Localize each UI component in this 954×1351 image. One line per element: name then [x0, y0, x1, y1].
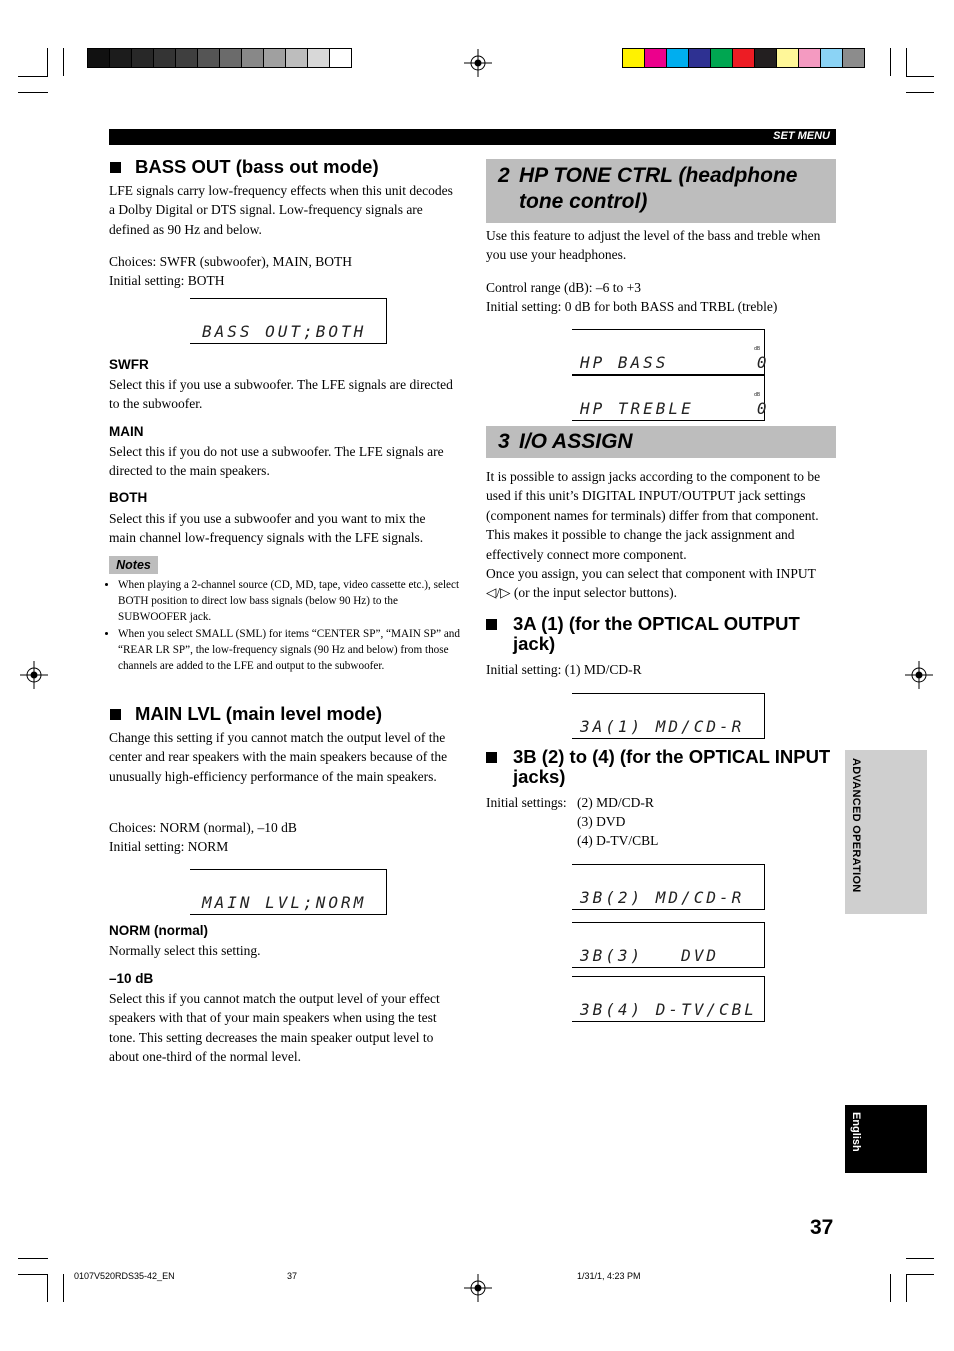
db-text: Select this if you cannot match the output level of your effect speakers with that of your main speakers when using the test tone. This setting decreases the main speaker output level to about one-third of the normal level.: [109, 991, 440, 1065]
lcd-text: 3A(1) MD/CD-R: [580, 717, 745, 736]
crop-mark: [906, 1274, 934, 1275]
db-unit: dB: [754, 346, 761, 352]
color-swatch: [666, 48, 689, 68]
main-lvl-choices: Choices: NORM (normal), –10 dB: [109, 820, 297, 835]
registration-mark-icon: [905, 661, 933, 689]
lcd-text: HP BASS 0: [580, 353, 770, 372]
hp-tone-range: Control range (dB): –6 to +3: [486, 280, 641, 295]
color-swatch: [842, 48, 865, 68]
crop-mark: [906, 76, 934, 77]
sub3b-heading: 3B (2) to (4) (for the OPTICAL INPUT jacks): [486, 747, 831, 787]
lcd-display: [190, 869, 387, 915]
crop-mark: [18, 76, 48, 77]
footer-page: 37: [287, 1271, 298, 1281]
lcd-display: [572, 693, 765, 739]
bass-out-choices: Choices: SWFR (subwoofer), MAIN, BOTH: [109, 254, 352, 269]
lcd-display: [572, 922, 765, 968]
registration-mark-icon: [20, 661, 48, 689]
db-unit: dB: [754, 392, 761, 398]
right-arrow-icon: ▷: [500, 585, 511, 601]
gray-swatch: [153, 48, 176, 68]
crop-mark: [47, 1274, 48, 1302]
square-bullet-icon: [486, 752, 497, 763]
note-item: • When you select SMALL (SML) for items “CENTER SP”, “MAIN SP” and “REAR LR SP”, the low-frequency signals (90 Hz and below) from those channels are added to the LFE and output to the subwoofer.: [118, 626, 466, 675]
section-band-io-assign: [486, 426, 836, 458]
sidebar-tab-english: [845, 1105, 927, 1173]
norm-title: NORM (normal): [109, 923, 208, 938]
lcd-display: [572, 329, 770, 375]
notes-label: Notes: [109, 556, 158, 574]
crop-mark: [906, 1274, 907, 1302]
lcd-display: [572, 864, 765, 910]
crop-mark: [63, 1274, 64, 1302]
color-swatch: [644, 48, 667, 68]
lcd-text: BASS OUT;BOTH: [202, 322, 367, 341]
bass-out-intro: LFE signals carry low-frequency effects when this unit decodes a Dolby Digital or DTS signal. Low-frequency signals are defined as 90 Hz and below.: [109, 183, 453, 237]
lcd-text: MAIN LVL;NORM: [202, 893, 367, 912]
color-swatch: [710, 48, 733, 68]
sub3b-initial-label: Initial settings:: [486, 795, 567, 810]
registration-mark-icon: [464, 49, 492, 77]
sub3b-initial-value: (3) DVD: [577, 814, 626, 829]
color-swatch: [798, 48, 821, 68]
lcd-display: [572, 976, 765, 1022]
sub3b-initial-value: (2) MD/CD-R: [577, 795, 654, 810]
gray-swatch: [263, 48, 286, 68]
main-lvl-intro: Change this setting if you cannot match the output level of the center and rear speakers with the main speakers because of the unusually high-efficiency performance of the main speakers.: [109, 730, 448, 784]
lcd-display: [572, 375, 770, 421]
crop-mark: [18, 1274, 48, 1275]
lcd-text: HP TREBLE 0: [580, 399, 770, 418]
hp-tone-initial: Initial setting: 0 dB for both BASS and TRBL (treble): [486, 299, 778, 314]
crop-mark: [906, 1258, 934, 1259]
lcd-text: 3B(4) D-TV/CBL: [580, 1000, 757, 1019]
notes-list: [109, 577, 466, 674]
gray-swatch: [87, 48, 110, 68]
crop-mark: [906, 48, 907, 76]
gray-swatch: [175, 48, 198, 68]
section-number: 2: [498, 164, 510, 187]
sub3a-initial: Initial setting: (1) MD/CD-R: [486, 662, 642, 677]
section-label: SET MENU: [773, 130, 830, 142]
io-assign-intro2: Once you assign, you can select that component with INPUT ◁/▷ (or the input selector buttons).: [486, 566, 816, 601]
lcd-display: [190, 298, 387, 344]
crop-mark: [63, 48, 64, 76]
sidebar-tab-label: English: [850, 1112, 862, 1152]
swfr-title: SWFR: [109, 357, 149, 372]
note-item: • When playing a 2-channel source (CD, MD, tape, video cassette etc.), select BOTH position to direct low bass signals (below 90 Hz) to the SUBWOOFER jack.: [118, 577, 466, 626]
color-swatch: [754, 48, 777, 68]
gray-swatch: [109, 48, 132, 68]
section-number: 3: [498, 430, 510, 453]
lcd-text: 3B(2) MD/CD-R: [580, 888, 745, 907]
db-title: –10 dB: [109, 971, 154, 986]
registration-mark-icon: [464, 1274, 492, 1302]
both-title: BOTH: [109, 490, 148, 505]
gray-swatch: [285, 48, 308, 68]
norm-text: Normally select this setting.: [109, 943, 261, 958]
crop-mark: [18, 1258, 48, 1259]
footer-file: 0107V520RDS35-42_EN: [74, 1271, 175, 1281]
gray-swatch: [307, 48, 330, 68]
footer-date: 1/31/1, 4:23 PM: [577, 1271, 641, 1281]
square-bullet-icon: [486, 619, 497, 630]
crop-mark: [890, 48, 891, 76]
section-title: I/O ASSIGN: [519, 430, 633, 453]
color-swatch: [776, 48, 799, 68]
sidebar-tab-label: ADVANCED OPERATION: [850, 758, 862, 893]
color-swatch: [820, 48, 843, 68]
main-lvl-initial: Initial setting: NORM: [109, 839, 229, 854]
gray-swatch: [197, 48, 220, 68]
hp-tone-intro: Use this feature to adjust the level of the bass and treble when you use your headphones.: [486, 228, 821, 263]
gray-swatch: [131, 48, 154, 68]
crop-mark: [890, 1274, 891, 1302]
sub3b-initial-value: (4) D-TV/CBL: [577, 833, 659, 848]
crop-mark: [906, 92, 934, 93]
section-band-hp-tone: [486, 159, 836, 223]
swfr-text: Select this if you use a subwoofer. The LFE signals are directed to the subwoofer.: [109, 377, 453, 412]
io-assign-intro: It is possible to assign jacks according to the component to be used if this unit’s DIGITAL INPUT/OUTPUT jack settings (component names for terminals) differ from that component. This makes it possible to change the jack assignment and effectively connect more component.: [486, 469, 821, 562]
color-swatch: [688, 48, 711, 68]
crop-mark: [18, 92, 48, 93]
crop-mark: [47, 48, 48, 76]
section-title: HP TONE CTRL (headphone tone control): [519, 164, 798, 213]
both-text: Select this if you use a subwoofer and you want to mix the main channel low-frequency signals with the LFE signals.: [109, 511, 426, 546]
main-text: Select this if you do not use a subwoofer. The LFE signals are directed to the main speakers.: [109, 444, 444, 479]
header-bar: [109, 129, 836, 145]
bass-out-heading: BASS OUT (bass out mode): [110, 157, 379, 177]
sidebar-tab-advanced-operation: [845, 750, 927, 914]
gray-swatch: [329, 48, 352, 68]
gray-swatch: [241, 48, 264, 68]
lcd-text: 3B(3) DVD: [580, 946, 719, 965]
bass-out-initial: Initial setting: BOTH: [109, 273, 225, 288]
page-number: 37: [810, 1216, 834, 1239]
left-arrow-icon: ◁: [486, 585, 497, 601]
color-swatch: [622, 48, 645, 68]
square-bullet-icon: [110, 709, 121, 720]
gray-swatch: [219, 48, 242, 68]
main-lvl-heading: MAIN LVL (main level mode): [110, 704, 382, 724]
color-swatch: [732, 48, 755, 68]
square-bullet-icon: [110, 162, 121, 173]
sub3a-heading: 3A (1) (for the OPTICAL OUTPUT jack): [486, 614, 831, 654]
main-title: MAIN: [109, 424, 144, 439]
